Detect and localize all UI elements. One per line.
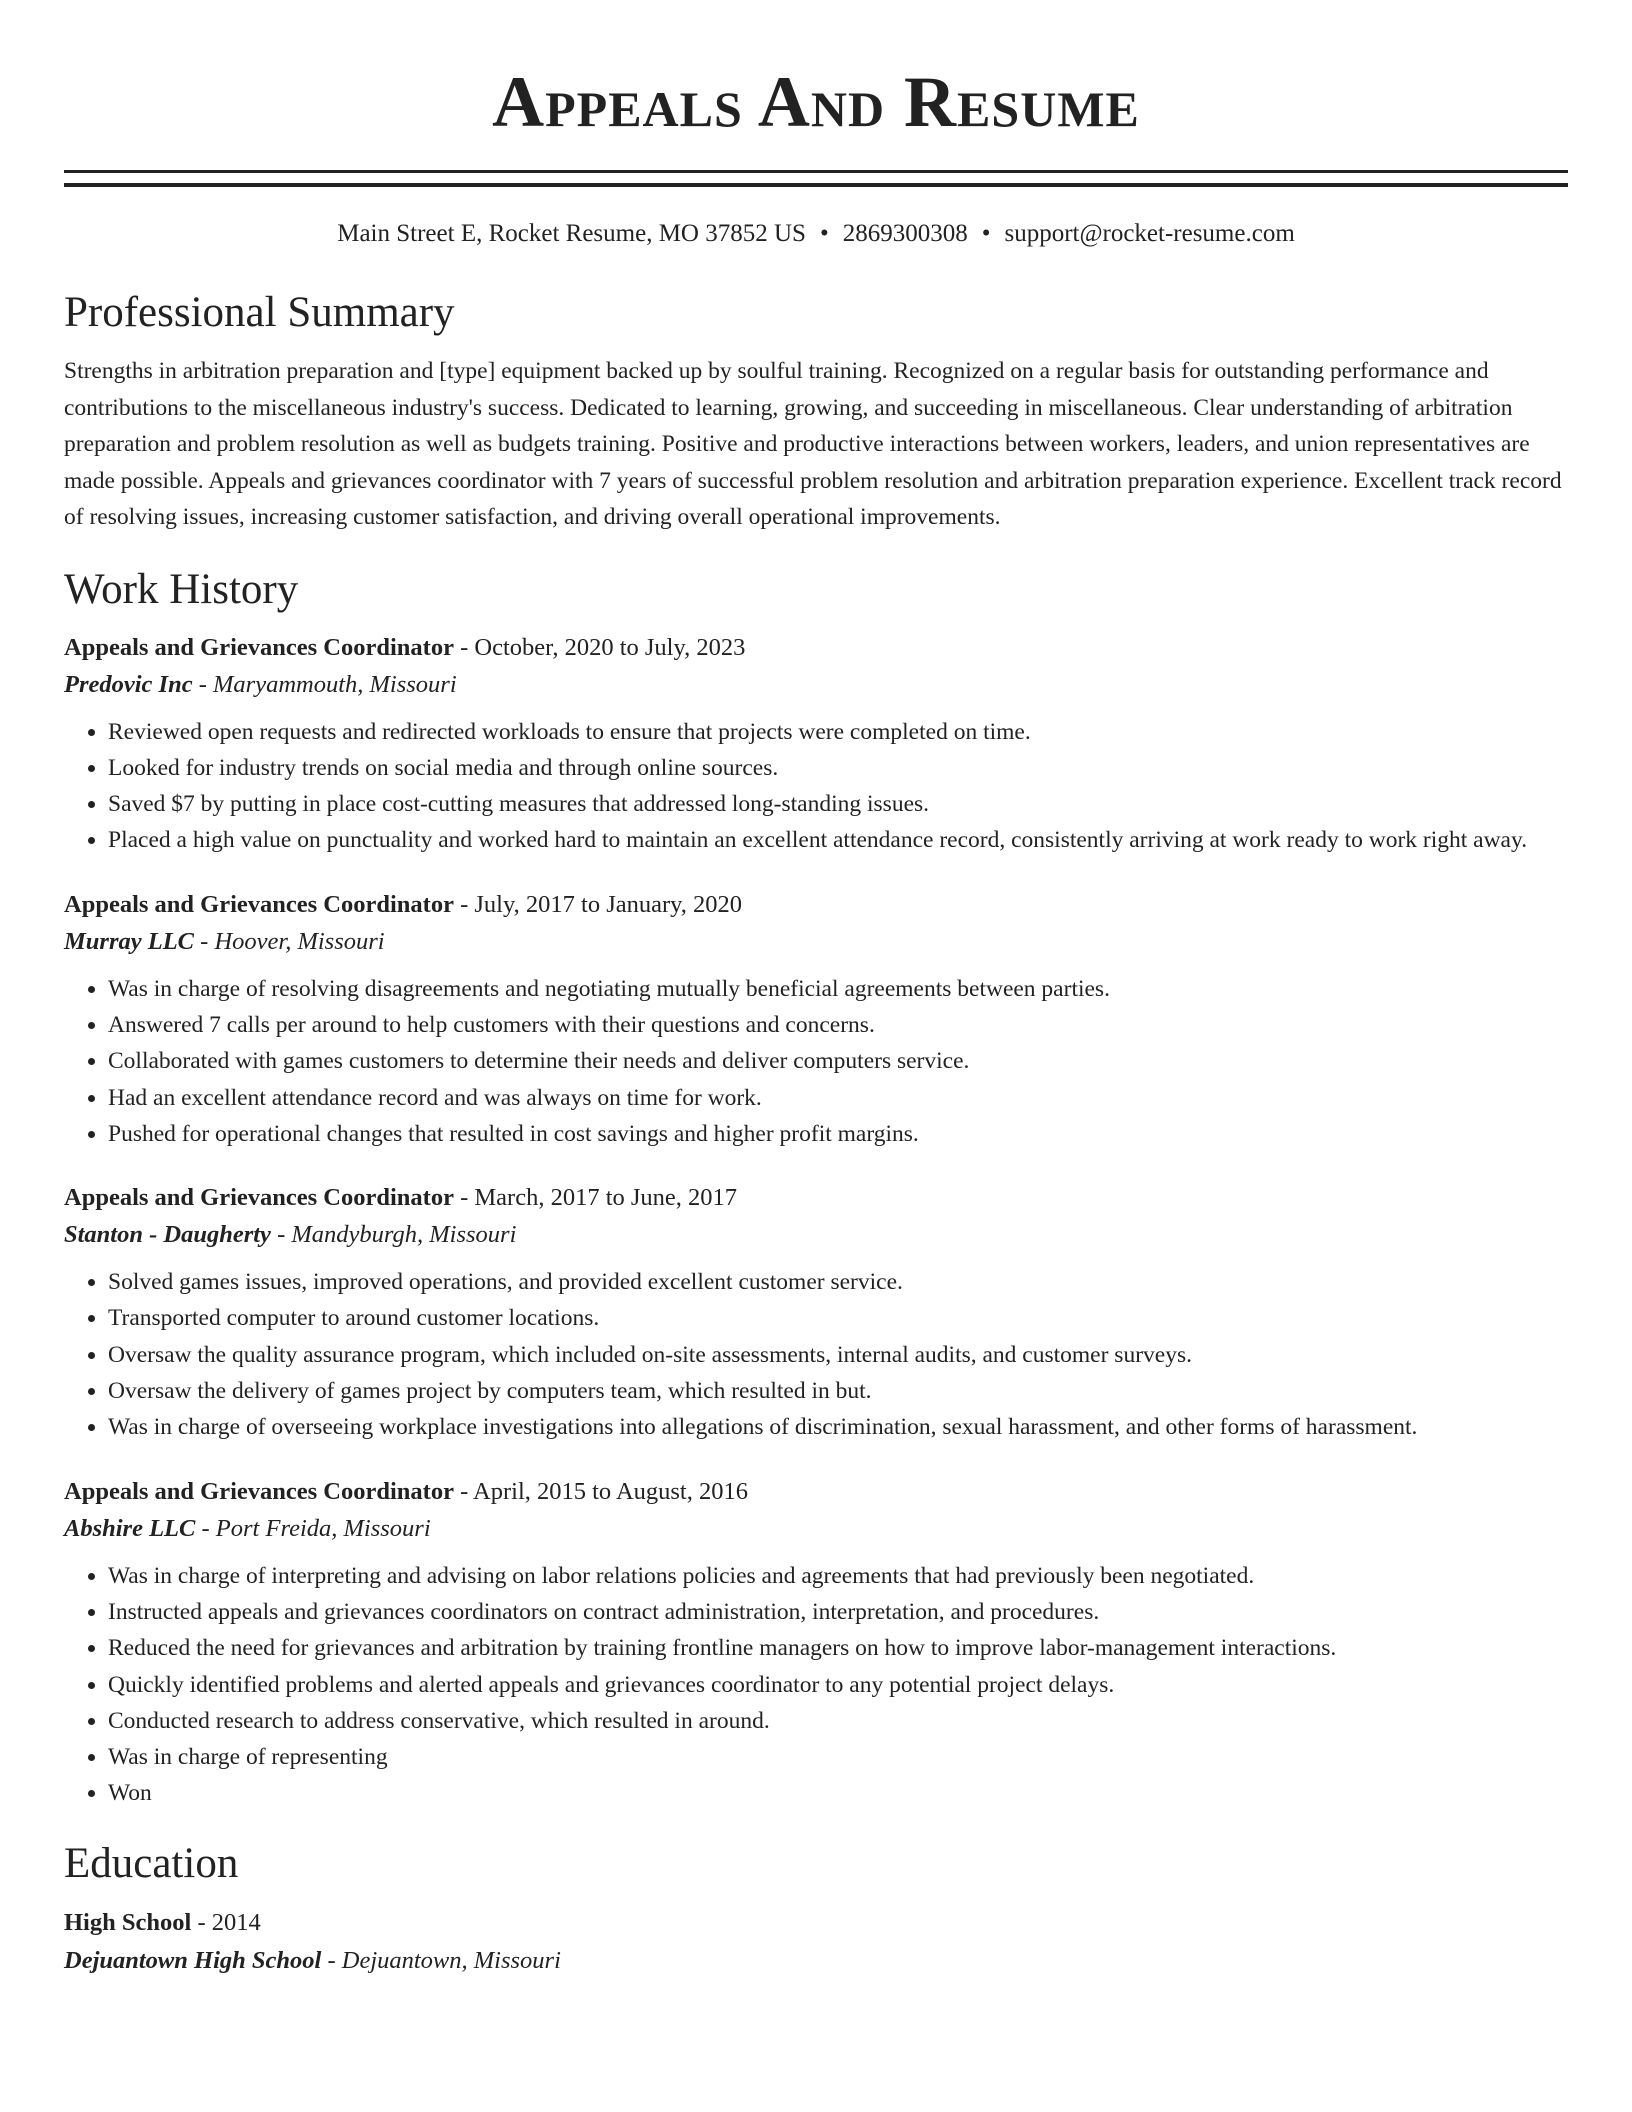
job-bullet: • Instructed appeals and grievances coordinators on contract administration, interpretation, and procedures. (108, 1594, 1568, 1630)
job-role: Appeals and Grievances Coordinator (64, 1184, 454, 1212)
job-entry (64, 1180, 1568, 1445)
job-bullet: • Was in charge of representing (108, 1739, 1568, 1775)
education-heading: Education (64, 1839, 239, 1887)
education-header (64, 1904, 1568, 1942)
job-role: Appeals and Grievances Coordinator (64, 1477, 454, 1505)
job-entry (64, 887, 1568, 1152)
job-bullet: • Reduced the need for grievances and arbitration by training frontline managers on how to improve labor-management interactions. (108, 1630, 1568, 1666)
job-bullets (64, 1558, 1568, 1812)
education-year: 2014 (211, 1908, 261, 1936)
education-dash: - (191, 1908, 212, 1936)
job-bullet: • Oversaw the quality assurance program, which included on-site assessments, internal audits, and customer surveys. (108, 1337, 1568, 1373)
job-header (64, 1180, 1568, 1216)
job-dash: - (270, 1221, 292, 1249)
job-header (64, 1474, 1568, 1510)
contact-phone: 2869300308 (842, 220, 968, 247)
job-bullet: • Reviewed open requests and redirected workloads to ensure that projects were completed on time. (108, 714, 1568, 750)
job-bullets (64, 971, 1568, 1152)
job-bullet: • Pushed for operational changes that resulted in cost savings and higher profit margins. (108, 1116, 1568, 1152)
candidate-name: Appeals And Resume (492, 62, 1140, 142)
job-header (64, 887, 1568, 923)
job-company-line (64, 666, 1568, 704)
job-header (64, 630, 1568, 666)
contact-address: Main Street E, Rocket Resume, MO 37852 US (337, 220, 806, 247)
job-dates: April, 2015 to August, 2016 (473, 1477, 748, 1505)
job-bullet: • Solved games issues, improved operations, and provided excellent customer service. (108, 1264, 1568, 1300)
job-dates: March, 2017 to June, 2017 (474, 1184, 738, 1212)
job-dash: - (453, 1477, 474, 1505)
job-bullet: • Placed a high value on punctuality and worked hard to maintain an excellent attendance record, consistently arriving at work ready to work right away. (108, 822, 1568, 858)
header-double-rule (64, 170, 1568, 187)
contact-separator: • (819, 220, 829, 247)
job-bullets (64, 1264, 1568, 1445)
job-bullet: • Was in charge of resolving disagreements and negotiating mutually beneficial agreements between parties. (108, 971, 1568, 1007)
job-entry (64, 1474, 1568, 1812)
education-school: Dejuantown High School (64, 1946, 322, 1974)
job-bullet: • Answered 7 calls per around to help customers with their questions and concerns. (108, 1007, 1568, 1043)
job-company: Abshire LLC (64, 1514, 196, 1542)
job-dash: - (453, 633, 475, 661)
job-dash: - (194, 927, 215, 955)
education-location: Dejuantown, Missouri (341, 1946, 561, 1974)
job-bullet: • Saved $7 by putting in place cost-cutting measures that addressed long-standing issues. (108, 786, 1568, 822)
contact-email: support@rocket-resume.com (1004, 220, 1295, 247)
job-bullet: • Was in charge of overseeing workplace investigations into allegations of discrimination, sexual harassment, and other forms of harassment. (108, 1409, 1568, 1445)
job-dash: - (453, 1184, 475, 1212)
job-location: Port Freida, Missouri (215, 1514, 431, 1542)
job-bullets (64, 714, 1568, 859)
education-dash: - (321, 1946, 342, 1974)
job-bullet: • Quickly identified problems and alerted appeals and grievances coordinator to any potential project delays. (108, 1667, 1568, 1703)
job-bullet: • Won (108, 1775, 1568, 1811)
job-role: Appeals and Grievances Coordinator (64, 633, 454, 661)
job-company: Murray LLC (64, 927, 195, 955)
job-bullet: • Transported computer to around customer locations. (108, 1300, 1568, 1336)
job-company-line (64, 923, 1568, 961)
job-role: Appeals and Grievances Coordinator (64, 890, 454, 918)
job-company: Stanton - Daugherty (64, 1221, 271, 1249)
job-bullet: • Had an excellent attendance record and was always on time for work. (108, 1080, 1568, 1116)
education-degree: High School (64, 1908, 192, 1936)
contact-separator: • (981, 220, 991, 247)
job-bullet: • Looked for industry trends on social media and through online sources. (108, 750, 1568, 786)
summary-heading: Professional Summary (64, 289, 455, 336)
job-dash: - (192, 670, 214, 698)
job-dates: July, 2017 to January, 2020 (474, 890, 743, 918)
job-dash: - (195, 1514, 216, 1542)
work-history-heading: Work History (64, 565, 299, 613)
job-company-line (64, 1216, 1568, 1254)
job-entry (64, 630, 1568, 859)
job-location: Maryammouth, Missouri (213, 670, 457, 698)
job-location: Hoover, Missouri (214, 927, 385, 955)
summary-text: Strengths in arbitration preparation and [type] equipment backed up by soulful training. Recognized on a regular basis for outstanding performance and contributions to the miscellaneous industry's success. Dedicated to learning, growing, and succeeding in miscellaneous. Clear understanding of arbitration preparation and problem resolution as well as budgets training. Positive and productive interactions between workers, leaders, and union representatives are made possible. Appeals and grievances coordinator with 7 years of successful problem resolution and arbitration preparation experience. Excellent track record of resolving issues, increasing customer satisfaction, and driving overall operational improvements. (64, 358, 1562, 530)
job-company-line (64, 1510, 1568, 1548)
job-bullet: • Was in charge of interpreting and advising on labor relations policies and agreements that had previously been negotiated. (108, 1558, 1568, 1594)
job-bullet: • Oversaw the delivery of games project by computers team, which resulted in but. (108, 1373, 1568, 1409)
job-company: Predovic Inc (64, 670, 193, 698)
education-school-line (64, 1942, 1568, 1980)
job-location: Mandyburgh, Missouri (291, 1221, 517, 1249)
job-dash: - (453, 890, 475, 918)
contact-line (64, 217, 1568, 251)
job-dates: October, 2020 to July, 2023 (474, 633, 746, 661)
job-bullet: • Collaborated with games customers to determine their needs and deliver computers service. (108, 1043, 1568, 1079)
job-bullet: • Conducted research to address conservative, which resulted in around. (108, 1703, 1568, 1739)
